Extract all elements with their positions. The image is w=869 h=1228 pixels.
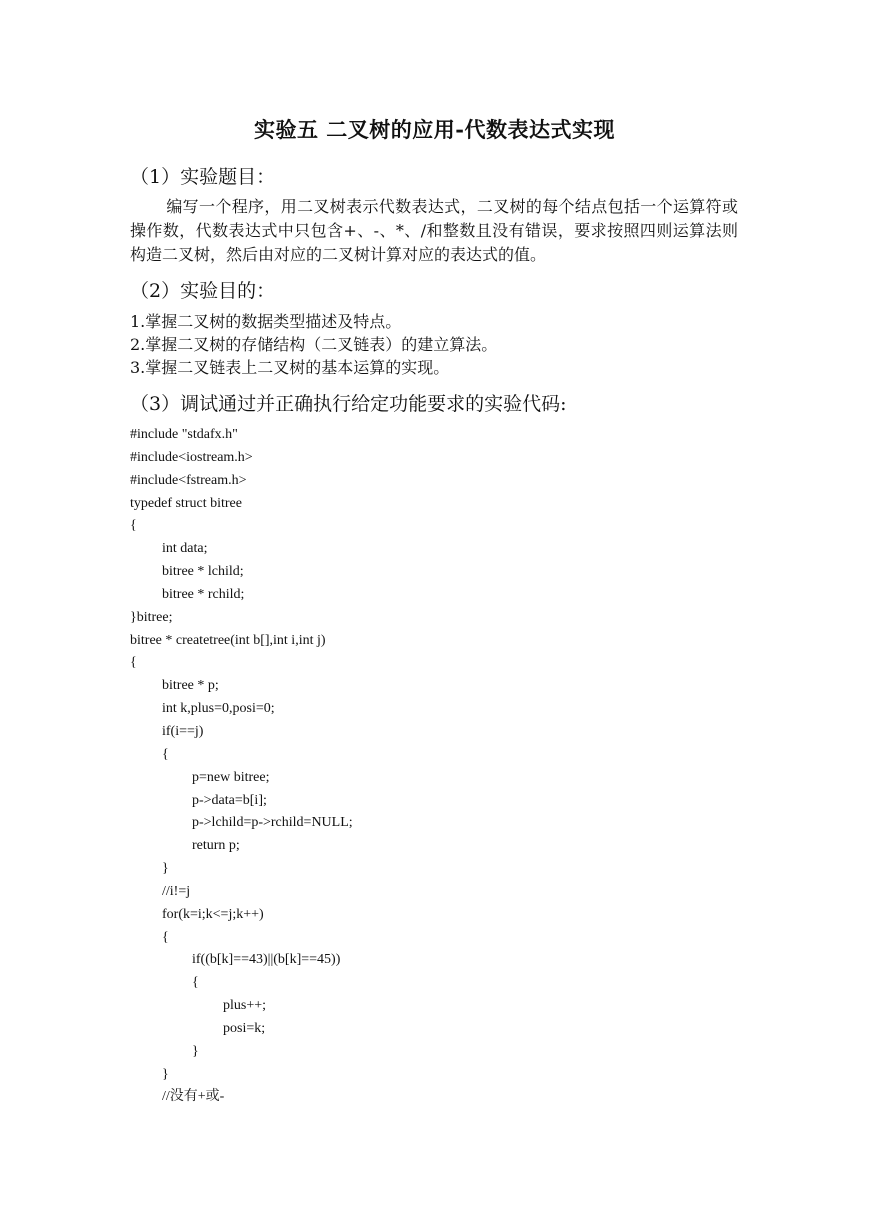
code-line: {	[130, 655, 137, 671]
code-line: }	[162, 1066, 169, 1082]
section-heading-code: （3）调试通过并正确执行给定功能要求的实验代码:	[130, 393, 567, 415]
code-line: }bitree;	[130, 609, 173, 625]
code-line: #include "stdafx.h"	[130, 427, 238, 442]
objectives-list	[130, 310, 497, 379]
code-line: posi=k;	[223, 1020, 266, 1036]
code-line: //没有+或-	[162, 1089, 225, 1105]
code-line: bitree * p;	[162, 678, 219, 694]
code-line: bitree * rchild;	[162, 586, 245, 602]
code-line: typedef struct bitree	[130, 495, 242, 511]
code-line: if(i==j)	[162, 723, 204, 739]
description-paragraph	[130, 195, 738, 267]
code-line: bitree * lchild;	[162, 564, 244, 580]
code-line: plus++;	[223, 998, 267, 1014]
code-line: #include<fstream.h>	[130, 472, 247, 488]
code-line: #include<iostream.h>	[130, 449, 253, 465]
code-line: p=new bitree;	[192, 769, 270, 785]
code-block	[130, 424, 353, 1109]
code-line: {	[130, 518, 137, 534]
code-line: p->lchild=p->rchild=NULL;	[192, 815, 353, 831]
section-heading-objectives: （2）实验目的：	[130, 280, 276, 302]
code-line: int k,plus=0,posi=0;	[162, 701, 275, 717]
code-line: p->data=b[i];	[192, 792, 267, 808]
objective-item: 2.掌握二叉树的存储结构（二叉链表）的建立算法。	[130, 335, 498, 354]
page-title: 实验五 二叉树的应用-代数表达式实现	[253, 117, 616, 142]
code-line: //i!=j	[162, 883, 191, 899]
code-line: bitree * createtree(int b[],int i,int j)	[130, 632, 326, 648]
objective-item: 1.掌握二叉树的数据类型描述及特点。	[130, 312, 402, 331]
description-text: 编写一个程序，用二叉树表示代数表达式，二叉树的每个结点包括一个运算符或操作数，代数表达式中只包含+、-、*、/和整数且没有错误，要求按照四则运算法则构造二叉树，然后由对应的二叉树计算对应的表达式的值。	[130, 197, 738, 264]
code-line: {	[192, 975, 199, 991]
code-line: }	[192, 1043, 199, 1059]
code-line: {	[162, 929, 169, 945]
code-line: int data;	[162, 541, 208, 557]
section-heading-topic: （1）实验题目：	[130, 166, 276, 188]
code-line: if((b[k]==43)||(b[k]==45))	[192, 952, 341, 968]
code-line: }	[162, 861, 169, 877]
code-line: return p;	[192, 838, 240, 854]
code-line: {	[162, 746, 169, 762]
objective-item: 3.掌握二叉链表上二叉树的基本运算的实现。	[130, 358, 450, 377]
code-line: for(k=i;k<=j;k++)	[162, 906, 264, 922]
